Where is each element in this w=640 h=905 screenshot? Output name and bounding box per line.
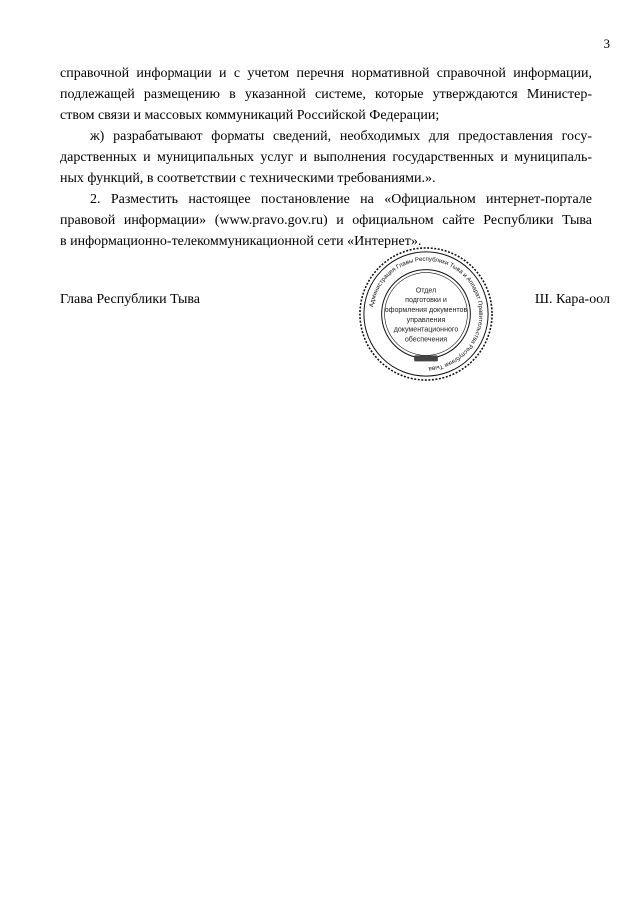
body-line: ных функций, в соответствии с техническими требованиями.».: [60, 171, 436, 186]
seal-outer-text: Администрация Главы Республики Тыва и Аппарат Правительства Республики Тыва: [368, 255, 485, 373]
seal-center-line: оформления документов: [384, 306, 468, 315]
body-line: ж) разрабатывают форматы сведений, необходимых для предоставления госу-: [90, 129, 592, 144]
body-line: 2. Разместить настоящее постановление на «Официальном интернет-портале: [90, 192, 592, 207]
seal-emblem: [414, 355, 438, 361]
document-body: [60, 63, 592, 252]
signatory-position: Глава Республики Тыва: [60, 292, 201, 307]
official-seal: [357, 245, 495, 383]
seal-center-line: документационного: [393, 325, 459, 334]
seal-center-line: обеспечения: [404, 335, 448, 344]
body-line: справочной информации и с учетом перечня нормативной справочной информации,: [60, 66, 592, 81]
body-line: дарственных и муниципальных услуг и выполнения государственных и муниципаль-: [60, 150, 592, 165]
seal-center-line: управления: [406, 315, 446, 324]
body-line: правовой информации» (www.pravo.gov.ru) и официальном сайте Республики Тыва: [60, 213, 592, 228]
page-number: 3: [603, 36, 610, 51]
signatory-name: Ш. Кара-оол: [534, 292, 610, 307]
body-line: подлежащей размещению в указанной системе, которые утверждаются Министер-: [60, 87, 592, 102]
seal-center-line: Отдел: [415, 286, 437, 295]
body-line: ством связи и массовых коммуникаций Российской Федерации;: [60, 108, 440, 123]
body-line: в информационно-телекоммуникационной сети «Интернет».: [60, 234, 422, 249]
seal-center-line: подготовки и: [405, 296, 447, 305]
